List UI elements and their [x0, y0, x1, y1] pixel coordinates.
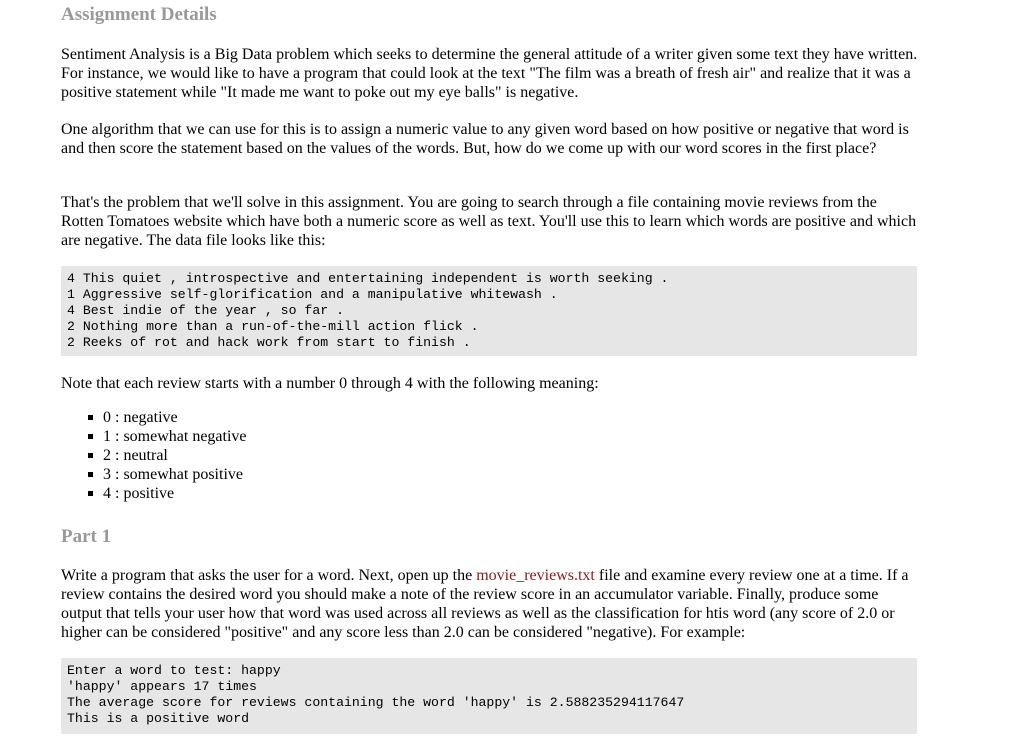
list-item-text: 0 : negative [103, 409, 178, 426]
list-item-text: 4 : positive [103, 485, 175, 502]
instructions-text: file and examine every review one at a time. If a review contains the desired word you should make a note of the review score in an accumulator variable. Finally, produce some output that tells your user how that word was used across all reviews as well as the classification for htis word (any score of 2.0 or higher can be considered "positive" and any score less than 2.0 can be considered "negative). For example: [61, 567, 909, 641]
code-line: Enter a word to test: happy [67, 663, 281, 678]
example-output [61, 658, 917, 734]
list-item [61, 408, 247, 427]
heading-part-1: Part 1 [61, 526, 112, 547]
heading-assignment-details: Assignment Details [61, 4, 217, 25]
code-line: 2 Reeks of rot and hack work from start to finish . [67, 335, 471, 350]
code-line: 2 Nothing more than a run-of-the-mill action flick . [67, 319, 479, 334]
code-line: 'happy' appears 17 times [67, 679, 257, 694]
list-item [61, 427, 247, 446]
score-meaning-list [61, 408, 247, 503]
code-line: 4 Best indie of the year , so far . [67, 303, 344, 318]
list-item-text: 2 : neutral [103, 447, 168, 464]
square-bullet-icon [88, 453, 93, 458]
code-line: This is a positive word [67, 711, 250, 726]
square-bullet-icon [88, 434, 93, 439]
note-paragraph: Note that each review starts with a number 0 through 4 with the following meaning: [61, 375, 599, 392]
square-bullet-icon [88, 415, 93, 420]
code-line: 1 Aggressive self-glorification and a manipulative whitewash . [67, 287, 558, 302]
square-bullet-icon [88, 472, 93, 477]
list-item [61, 446, 247, 465]
instructions-text: Write a program that asks the user for a word. Next, open up the [61, 567, 477, 584]
list-item-text: 3 : somewhat positive [103, 466, 243, 483]
square-bullet-icon [88, 491, 93, 496]
movie-reviews-file-link[interactable]: movie_reviews.txt [476, 567, 595, 584]
part1-instructions [61, 566, 919, 642]
list-item [61, 484, 247, 503]
list-item-text: 1 : somewhat negative [103, 428, 247, 445]
intro-paragraph: Sentiment Analysis is a Big Data problem which seeks to determine the general attitude of a writer given some text they have written. For instance, we would like to have a program that could look at the text "The film was a breath of fresh air" and realize that it was a positive statement while "It made me want to poke out my eye balls" is negative. [61, 46, 918, 101]
data-file-sample [61, 266, 917, 356]
problem-paragraph: That's the problem that we'll solve in this assignment. You are going to search through a file containing movie reviews from the Rotten Tomatoes website which have both a numeric score as well as text. You'll use this to learn which words are positive and which are negative. The data file looks like this: [61, 194, 917, 249]
list-item [61, 465, 247, 484]
code-line: 4 This quiet , introspective and entertaining independent is worth seeking . [67, 271, 669, 286]
algorithm-paragraph: One algorithm that we can use for this is to assign a numeric value to any given word based on how positive or negative that word is and then score the statement based on the values of the words. But, how do we come up with our word scores in the first place? [61, 121, 909, 157]
code-line: The average score for reviews containing the word 'happy' is 2.588235294117647 [67, 695, 685, 710]
